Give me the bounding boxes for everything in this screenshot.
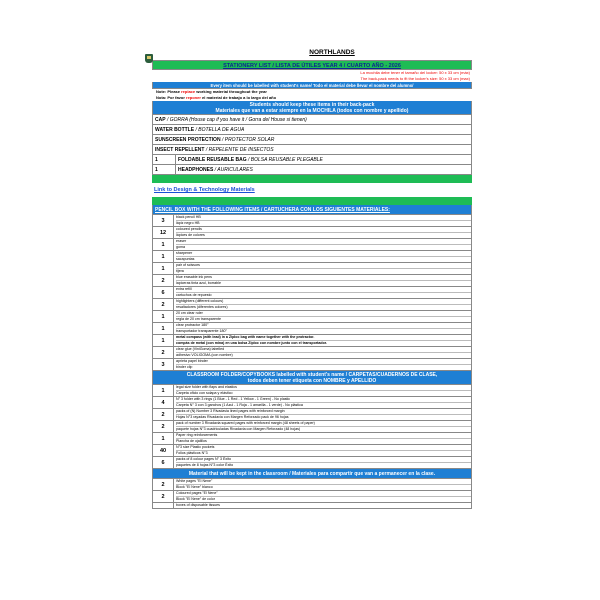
- pencil-box-header: PENCIL BOX WITH THE FOLLOWING ITEMS / CARTUCHERA CON LOS SIGUIENTES MATERIALES:: [152, 205, 472, 215]
- pencil-box-item: [152, 251, 472, 263]
- item-description: [174, 445, 471, 456]
- item-quantity: 3: [153, 359, 174, 370]
- item-line: resaltadores (diferentes colores): [176, 305, 228, 309]
- item-description: [174, 287, 471, 298]
- item-line: lápices de colores: [176, 233, 205, 237]
- section-divider: [152, 197, 472, 205]
- item-description: [174, 359, 471, 370]
- pencil-box-item: [152, 239, 472, 251]
- item-line: 20 cm clear ruler: [176, 311, 471, 317]
- backpack-item: [152, 115, 472, 125]
- pencil-box-item: [152, 359, 472, 371]
- item-quantity: 1: [153, 165, 176, 174]
- item-line: Coloured pages "El Nene": [176, 491, 471, 497]
- backpack-item-en: SUNSCREEN PROTECTION: [155, 137, 221, 143]
- item-quantity: 6: [153, 457, 174, 468]
- item-line: paquetes de 8 hojas N°3 color Éxito: [176, 463, 234, 467]
- item-description: [174, 215, 471, 226]
- replace-note-en: Note: Please replace working material throughout the year: [156, 89, 267, 94]
- item-description: [174, 433, 471, 444]
- item-quantity: 3: [153, 215, 174, 226]
- item-description: [174, 251, 471, 262]
- item-quantity: 1: [153, 385, 174, 396]
- item-quantity: 6: [153, 287, 174, 298]
- replace-note-es: Nota: Por favor reponer el material de trabajo a lo largo del año: [156, 95, 277, 100]
- item-description: [174, 227, 471, 238]
- item-line: sacapuntas: [176, 257, 195, 261]
- pencil-box-item: [152, 323, 472, 335]
- item-line: transportador transparente 180°: [176, 329, 227, 333]
- item-line: cartuchos de repuesto: [176, 293, 212, 297]
- pencil-box-item: [152, 311, 472, 323]
- item-description: [174, 299, 471, 310]
- backpack-item-en: INSECT REPELLENT: [155, 147, 205, 153]
- list-title: STATIONERY LIST / LISTA DE ÚTILES YEAR 4 / CUARTO AÑO - 2026: [152, 60, 472, 70]
- section-divider: [152, 175, 472, 183]
- item-description-es: / BOLSA REUSABLE PLEGABLE: [246, 157, 323, 163]
- item-quantity: 4: [153, 397, 174, 408]
- item-description: [174, 311, 471, 322]
- item-line: black pencil HB: [176, 215, 471, 221]
- item-quantity: 2: [153, 347, 174, 358]
- item-quantity: 2: [153, 409, 174, 420]
- classroom-header: Material that will be kept in the classroom / Materiales para compartir que van a permanecer en la clase.: [152, 469, 472, 479]
- item-line: sharpener: [176, 251, 471, 257]
- item-line: N°3 size Plastic pockets: [176, 445, 471, 451]
- item-description: [174, 347, 471, 358]
- backpack-item-en: CAP: [155, 117, 166, 123]
- folder-item: [152, 445, 472, 457]
- item-description-es: / AURICULARES: [213, 167, 253, 173]
- folder-item: [152, 433, 472, 445]
- item-quantity: 2: [153, 479, 174, 490]
- item-line: Block "El Nene" de color: [176, 497, 215, 501]
- item-description: [174, 457, 471, 468]
- classroom-item: [152, 479, 472, 491]
- item-description: [174, 385, 471, 396]
- item-line: lapiceras tinta azul, borrable: [176, 281, 221, 285]
- item-quantity: 2: [153, 299, 174, 310]
- item-line: Paper ring reinforcements: [176, 433, 471, 439]
- item-line: paquete hojas N°3 cuadriculadas Rivadavia con Margen Reforzado (48 hojas): [176, 427, 301, 431]
- folder-item: [152, 421, 472, 433]
- item-quantity: 12: [153, 227, 174, 238]
- item-line: eraser: [176, 239, 471, 245]
- item-description-en: HEADPHONES: [178, 167, 214, 173]
- item-description: [174, 491, 471, 502]
- item-line: coloured pencils: [176, 227, 471, 233]
- item-line: binder clip: [176, 365, 193, 369]
- item-line: Block "El Nene" blanco: [176, 485, 213, 489]
- item-line: pack of number 3 Rivadavia squared pages with reinforced margin (48 sheets of paper): [176, 421, 471, 427]
- item-quantity: 1: [153, 311, 174, 322]
- item-line: regla de 20 cm transparente: [176, 317, 221, 321]
- backpack-item-es: / BOTELLA DE AGUA: [194, 127, 245, 133]
- item-description: [174, 397, 471, 408]
- pencil-box-item: [152, 287, 472, 299]
- item-quantity: 2: [153, 275, 174, 286]
- pencil-box-item: [152, 215, 472, 227]
- item-line: metal compass (with lead) in a Ziploc bag with name together with the protractor.: [176, 335, 471, 341]
- classroom-item: [152, 503, 472, 509]
- folder-item: [152, 457, 472, 469]
- item-line: extra refill: [176, 287, 471, 293]
- item-quantity: 1: [153, 323, 174, 334]
- item-quantity: 1: [153, 251, 174, 262]
- item-description: [174, 421, 471, 432]
- item-line: Carpeta N° 3 con 3 ganchos (1 Azul - 1 Roja - 1 amarilla - 1 verde) - No plástica: [176, 403, 303, 407]
- folder-header: CLASSROOM FOLDER/COPYBOOKS labelled with student's name / CARPETAS/CUADERNOS DE CLASE, todos deben tener etiqueta con NOMBRE y APELLIDO: [152, 371, 472, 385]
- item-quantity: 1: [153, 263, 174, 274]
- backpack-item-es: / REPELENTE DE INSECTOS: [204, 147, 274, 153]
- item-line: Folios plásticos N°3: [176, 451, 208, 455]
- backpack-header: Students should keep these items in their back-pack Materiales que van a estar siempre en la MOCHILA (todos con nombre y apellido): [152, 101, 472, 115]
- pencil-box-item: [152, 347, 472, 359]
- backpack-size-note-es: La mochila debe tener el tamaño del locker: 50 x 33 cm (máx): [360, 70, 470, 75]
- pencil-box-item: [152, 275, 472, 287]
- item-line: legal size folder with flaps and elastics: [176, 385, 471, 391]
- item-description: [174, 323, 471, 334]
- item-description: [174, 479, 471, 490]
- pencil-box-item: [152, 227, 472, 239]
- item-line: compás de metal (con mina) en una bolsa Ziploc con nombre junto con el transportador.: [176, 341, 327, 345]
- item-line: adhesivo VOLIGOMA (con nombre): [176, 353, 233, 357]
- item-line: Hojas N°3 rayadas Rivadavia con Margen Reforzado pack de 96 hojas: [176, 415, 289, 419]
- item-line: boxes of disposable tissues: [176, 503, 220, 507]
- label-instruction-bar: Every item should be labelled with student's name/ Todo el material debe llevar el nombre del alumno/: [152, 82, 472, 89]
- item-description: [174, 239, 471, 250]
- item-line: Plancha de ojalillos: [176, 439, 207, 443]
- folder-item: [152, 397, 472, 409]
- item-line: lápiz negro HB: [176, 221, 200, 225]
- item-line: aprieta papel binder: [176, 359, 471, 365]
- item-quantity: 1: [153, 433, 174, 444]
- item-quantity: 1: [153, 239, 174, 250]
- pencil-box-item: [152, 335, 472, 347]
- pencil-box-item: [152, 263, 472, 275]
- stationery-sheet: [152, 46, 472, 509]
- backpack-qty-item: [152, 155, 472, 165]
- item-description: [174, 263, 471, 274]
- pencil-box-item: [152, 299, 472, 311]
- item-description-en: FOLDABLE REUSABLE BAG: [178, 157, 247, 163]
- school-name: NORTHLANDS: [309, 49, 355, 56]
- item-description: [174, 409, 471, 420]
- item-line: pair of scissors: [176, 263, 471, 269]
- backpack-item: [152, 145, 472, 155]
- item-line: White pages "El Nene": [176, 479, 471, 485]
- item-line: Carpeta oficio con solapa y elástico: [176, 391, 233, 395]
- item-quantity: 2: [153, 491, 174, 502]
- folder-item: [152, 385, 472, 397]
- folder-item: [152, 409, 472, 421]
- item-description: [176, 155, 323, 164]
- item-description: [174, 275, 471, 286]
- backpack-item-es: / GORRA (House cap if you have it / Gorra del House si tienen): [165, 117, 307, 123]
- item-line: packs of (N) Number 3 Rivadavia lined pages with reinforced margin: [176, 409, 471, 415]
- item-description: [174, 335, 471, 346]
- item-line: packs of 8 colour pages N° 3 Éxito: [176, 457, 471, 463]
- item-quantity: 1: [153, 155, 176, 164]
- item-description: [174, 503, 471, 508]
- backpack-item-es: / PROTECTOR SOLAR: [220, 137, 275, 143]
- backpack-item: [152, 135, 472, 145]
- school-crest-icon: [145, 54, 153, 63]
- classroom-item: [152, 491, 472, 503]
- item-description: [176, 165, 253, 174]
- backpack-qty-item: [152, 165, 472, 175]
- item-quantity: 1: [153, 335, 174, 346]
- item-line: clear protractor 180°: [176, 323, 471, 329]
- item-line: N° 3 folder with 3 rings (1 Blue - 1 Red - 1 Yellow - 1 Green) - No plastic: [176, 397, 471, 403]
- item-line: highlighters (different colours): [176, 299, 471, 305]
- backpack-item: [152, 125, 472, 135]
- item-quantity: 40: [153, 445, 174, 456]
- item-line: goma: [176, 245, 185, 249]
- backpack-size-note-en: The back-pack needs to fit the locker's size: 50 x 33 cm (max): [360, 76, 470, 81]
- item-quantity: 2: [153, 421, 174, 432]
- item-line: clear glue (ViniGoma) labelled: [176, 347, 471, 353]
- item-line: blue erasable ink pens: [176, 275, 471, 281]
- item-quantity: [153, 503, 174, 508]
- backpack-item-en: WATER BOTTLE: [155, 127, 195, 133]
- item-line: tijera: [176, 269, 184, 273]
- design-technology-link[interactable]: Link to Design & Technology Materials: [154, 187, 255, 193]
